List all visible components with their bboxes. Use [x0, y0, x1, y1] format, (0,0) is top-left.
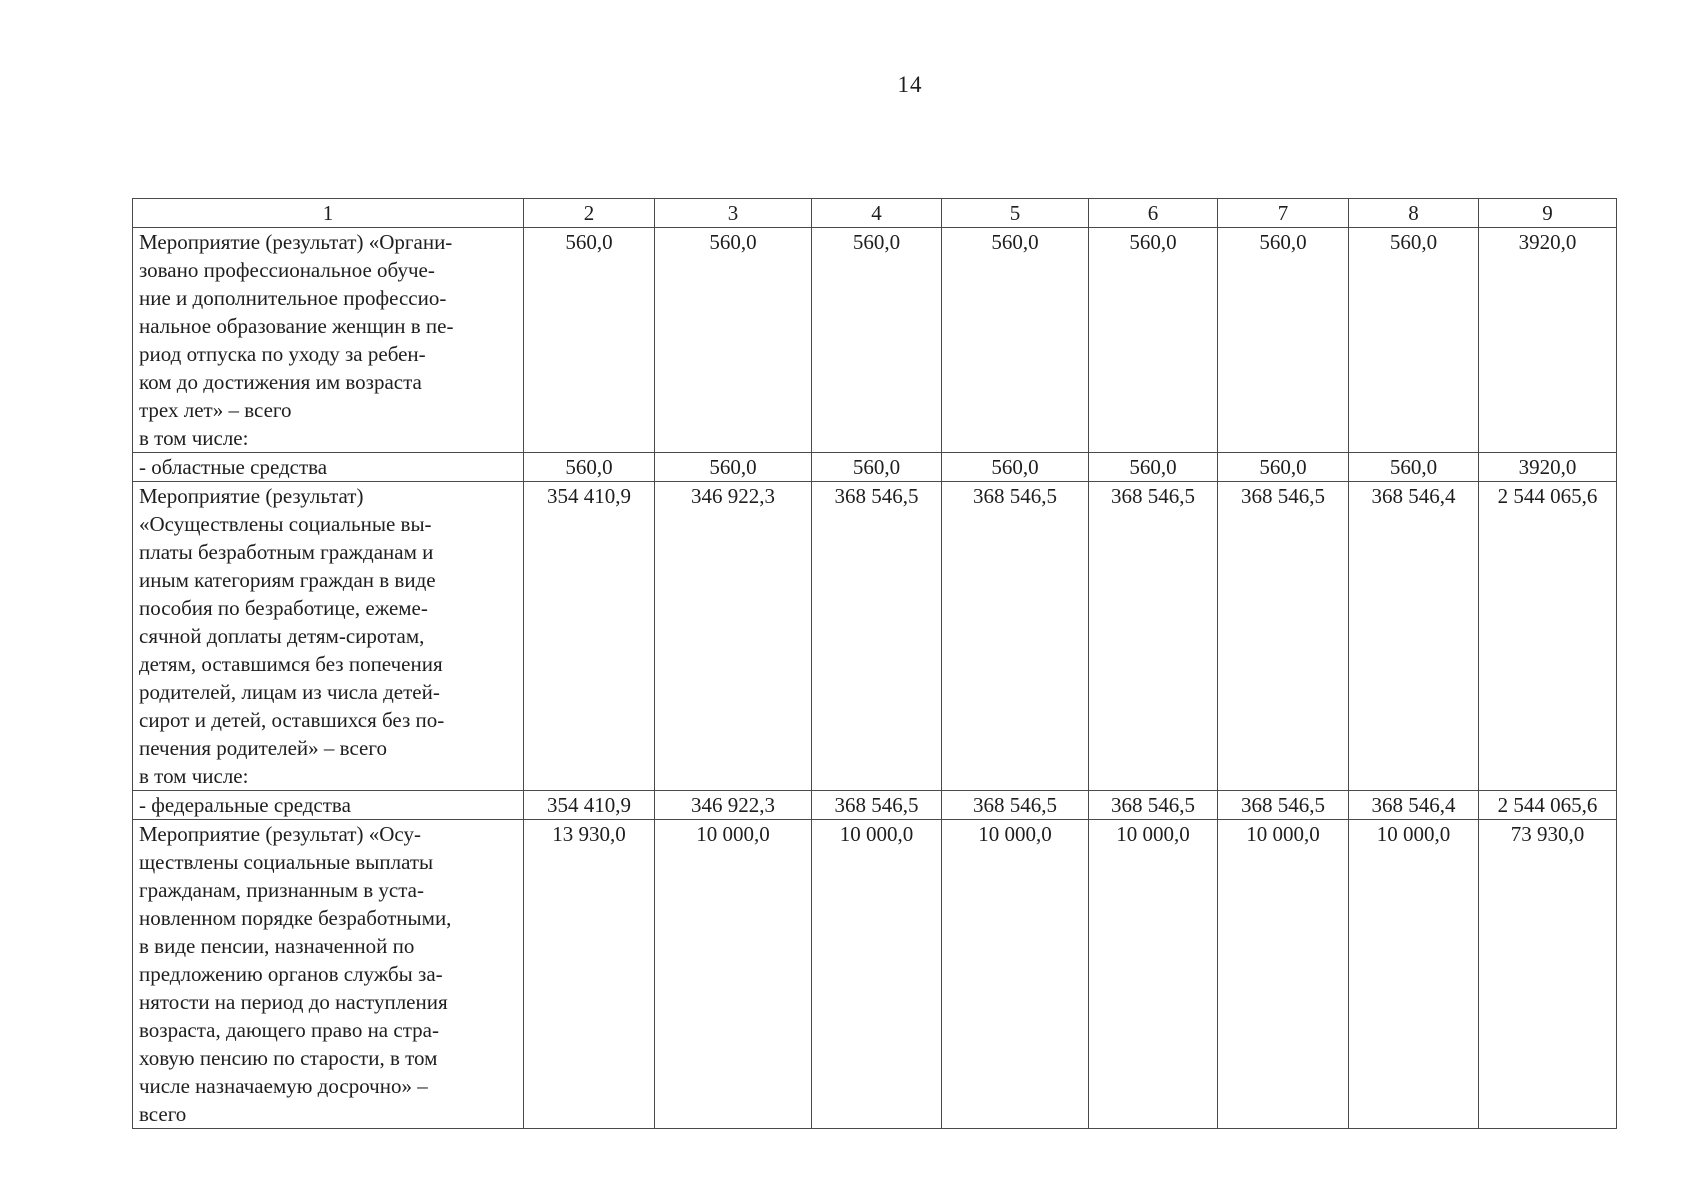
value-cell: 560,0 [1089, 453, 1218, 482]
value-cell: 560,0 [942, 453, 1089, 482]
column-header: 7 [1218, 199, 1349, 228]
column-header: 6 [1089, 199, 1218, 228]
row-label-line: - федеральные средства [139, 793, 351, 817]
column-header: 1 [133, 199, 524, 228]
value-cell: 10 000,0 [1218, 820, 1349, 1129]
value-cell: 346 922,3 [655, 482, 812, 791]
row-label-line: ховую пенсию по старости, в том [139, 1046, 438, 1070]
row-label-line: трех лет» – всего [139, 398, 292, 422]
total-cell: 2 544 065,6 [1479, 791, 1617, 820]
row-label-line: зовано профессиональное обуче- [139, 258, 435, 282]
row-label-line: сирот и детей, оставшихся без по- [139, 708, 445, 732]
row-label-line: «Осуществлены социальные вы- [139, 512, 432, 536]
value-cell: 10 000,0 [812, 820, 942, 1129]
row-label-line: сячной доплаты детям-сиротам, [139, 624, 425, 648]
column-header: 2 [524, 199, 655, 228]
row-label-line: нальное образование женщин в пе- [139, 314, 454, 338]
value-cell: 368 546,5 [812, 791, 942, 820]
row-label-line: предложению органов службы за- [139, 962, 443, 986]
row-label-line: родителей, лицам из числа детей- [139, 680, 440, 704]
row-label-line: печения родителей» – всего [139, 736, 387, 760]
column-header: 8 [1349, 199, 1479, 228]
budget-table [132, 198, 1617, 1129]
table-row [133, 453, 1617, 482]
row-label-line: Мероприятие (результат) [139, 484, 364, 508]
value-cell: 368 546,5 [1218, 791, 1349, 820]
table-row [133, 791, 1617, 820]
value-cell: 368 546,5 [1089, 482, 1218, 791]
value-cell: 368 546,4 [1349, 791, 1479, 820]
row-label [133, 820, 524, 1129]
row-label-line: нятости на период до наступления [139, 990, 448, 1014]
column-header: 5 [942, 199, 1089, 228]
value-cell: 560,0 [1089, 228, 1218, 453]
total-cell: 3920,0 [1479, 453, 1617, 482]
table-row [133, 482, 1617, 791]
row-label-line: ком до достижения им возраста [139, 370, 422, 394]
header-row [133, 199, 1617, 228]
value-cell: 10 000,0 [655, 820, 812, 1129]
row-label-line: в виде пенсии, назначенной по [139, 934, 415, 958]
value-cell: 560,0 [524, 228, 655, 453]
row-label-line: в том числе: [139, 764, 249, 788]
value-cell: 368 546,4 [1349, 482, 1479, 791]
row-label-line: всего [139, 1102, 187, 1126]
row-label-line: иным категориям граждан в виде [139, 568, 436, 592]
column-header: 9 [1479, 199, 1617, 228]
table-row [133, 820, 1617, 1129]
value-cell: 560,0 [942, 228, 1089, 453]
row-label-line: ществлены социальные выплаты [139, 850, 434, 874]
value-cell: 560,0 [655, 228, 812, 453]
value-cell: 368 546,5 [942, 791, 1089, 820]
value-cell: 368 546,5 [1218, 482, 1349, 791]
row-label-line: - областные средства [139, 455, 328, 479]
value-cell: 13 930,0 [524, 820, 655, 1129]
value-cell: 368 546,5 [942, 482, 1089, 791]
value-cell: 354 410,9 [524, 482, 655, 791]
value-cell: 368 546,5 [812, 482, 942, 791]
page-number: 14 [897, 72, 923, 97]
row-label [133, 482, 524, 791]
value-cell: 560,0 [1349, 453, 1479, 482]
row-label [133, 453, 524, 482]
value-cell: 560,0 [812, 228, 942, 453]
row-label-line: детям, оставшимся без попечения [139, 652, 443, 676]
row-label-line: пособия по безработице, ежеме- [139, 596, 428, 620]
value-cell: 560,0 [1349, 228, 1479, 453]
row-label-line: риод отпуска по уходу за ребен- [139, 342, 426, 366]
value-cell: 354 410,9 [524, 791, 655, 820]
table-row [133, 228, 1617, 453]
value-cell: 368 546,5 [1089, 791, 1218, 820]
value-cell: 10 000,0 [942, 820, 1089, 1129]
row-label-line: ние и дополнительное профессио- [139, 286, 447, 310]
row-label-line: возраста, дающего право на стра- [139, 1018, 439, 1042]
value-cell: 10 000,0 [1089, 820, 1218, 1129]
value-cell: 346 922,3 [655, 791, 812, 820]
value-cell: 560,0 [524, 453, 655, 482]
row-label-line: Мероприятие (результат) «Осу- [139, 822, 421, 846]
row-label-line: новленном порядке безработными, [139, 906, 452, 930]
row-label-line: Мероприятие (результат) «Органи- [139, 230, 453, 254]
column-header: 4 [812, 199, 942, 228]
total-cell: 3920,0 [1479, 228, 1617, 453]
row-label-line: гражданам, признанным в уста- [139, 878, 424, 902]
value-cell: 10 000,0 [1349, 820, 1479, 1129]
row-label-line: числе назначаемую досрочно» – [139, 1074, 428, 1098]
row-label [133, 791, 524, 820]
row-label-line: в том числе: [139, 426, 249, 450]
value-cell: 560,0 [812, 453, 942, 482]
total-cell: 2 544 065,6 [1479, 482, 1617, 791]
value-cell: 560,0 [1218, 228, 1349, 453]
value-cell: 560,0 [655, 453, 812, 482]
total-cell: 73 930,0 [1479, 820, 1617, 1129]
column-header: 3 [655, 199, 812, 228]
row-label [133, 228, 524, 453]
value-cell: 560,0 [1218, 453, 1349, 482]
row-label-line: платы безработным гражданам и [139, 540, 434, 564]
